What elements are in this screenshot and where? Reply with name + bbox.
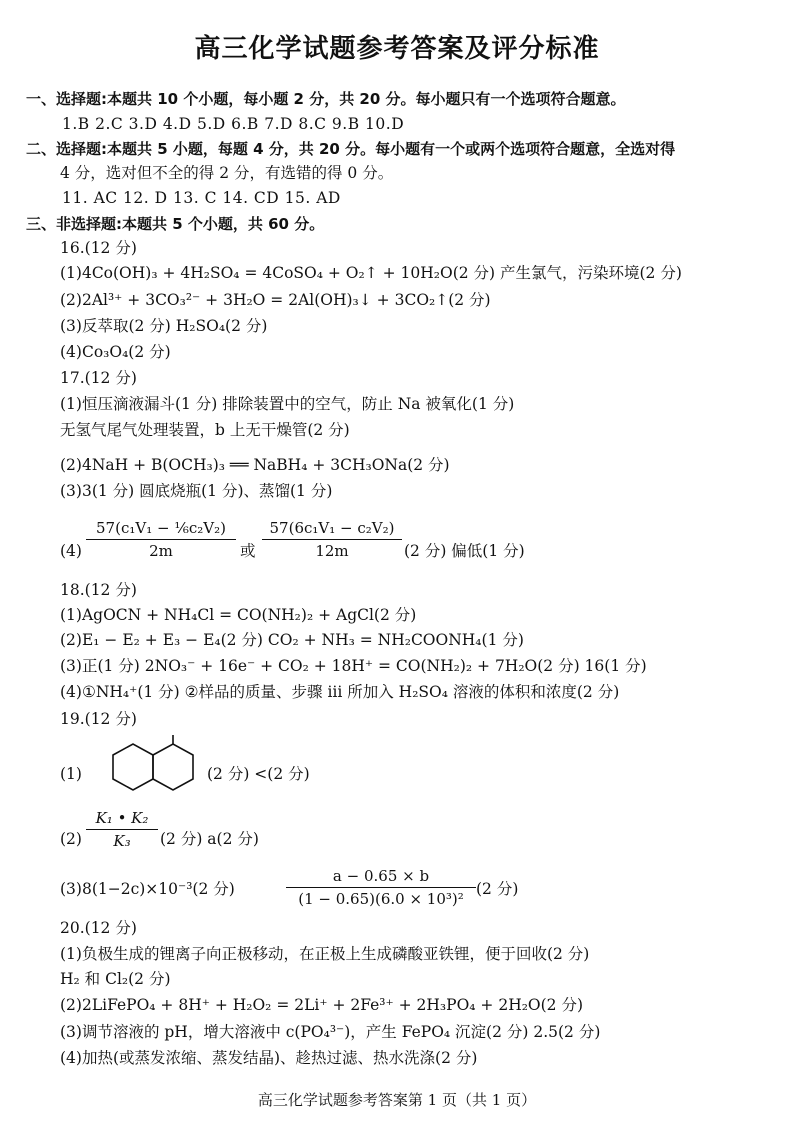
q19-part1-suffix: (2 分) <(2 分)	[207, 765, 310, 783]
q20-heading: 20.(12 分)	[60, 919, 137, 937]
q17-fraction-2-denominator: 12m	[315, 542, 349, 560]
q16-part4: (4)Co₃O₄(2 分)	[60, 343, 171, 361]
page-title: 高三化学试题参考答案及评分标准	[194, 34, 600, 64]
q18-part2: (2)E₁ − E₂ + E₃ − E₄(2 分) CO₂ + NH₃ = NH₂COONH₄(1 分)	[60, 631, 524, 649]
q19-fraction-3-denominator: (1 − 0.65)(6.0 × 10³)²	[298, 890, 464, 908]
section-1-heading: 一、选择题:本题共 10 个小题，每小题 2 分，共 20 分。每小题只有一个选项符合题意。	[26, 90, 626, 108]
q19-fraction-3	[286, 866, 476, 909]
q19-part1-prefix: (1)	[60, 765, 82, 783]
q20-part3: (3)调节溶液的 pH，增大溶液中 c(PO₄³⁻)，产生 FePO₄ 沉淀(2 分) 2.5(2 分)	[60, 1023, 601, 1041]
q19-part2-prefix: (2)	[60, 830, 82, 848]
section-1-answers: 1.B 2.C 3.D 4.D 5.D 6.B 7.D 8.C 9.B 10.D	[62, 115, 405, 133]
q18-heading: 18.(12 分)	[60, 581, 137, 599]
section-3-heading: 三、非选择题:本题共 5 个小题，共 60 分。	[26, 215, 325, 233]
q19-fraction-k-denominator: K₃	[113, 832, 131, 850]
q17-fraction-2-numerator: 57(6c₁V₁ − c₂V₂)	[269, 519, 395, 537]
q16-part1: (1)4Co(OH)₃ + 4H₂SO₄ = 4CoSO₄ + O₂↑ + 10H₂O(2 分) 产生氯气，污染环境(2 分)	[60, 264, 682, 282]
q17-fraction-1	[86, 518, 236, 561]
ring-right	[153, 744, 193, 790]
q19-part3-suffix: (2 分)	[476, 880, 519, 898]
q17-fraction-2	[262, 518, 402, 561]
ring-left	[113, 744, 153, 790]
q19-fraction-k-numerator: K₁ • K₂	[95, 809, 149, 827]
section-2-heading-cont: 4 分，选对但不全的得 2 分，有选错的得 0 分。	[60, 164, 394, 182]
q17-part2: (2)4NaH + B(OCH₃)₃ ══ NaBH₄ + 3CH₃ONa(2 分)	[60, 456, 450, 474]
q16-part2: (2)2Al³⁺ + 3CO₃²⁻ + 3H₂O = 2Al(OH)₃↓ + 3CO₂↑(2 分)	[60, 291, 491, 309]
q19-part2-suffix: (2 分) a(2 分)	[160, 830, 259, 848]
section-2-heading: 二、选择题:本题共 5 小题，每题 4 分，共 20 分。每小题有一个或两个选项符合题意，全选对得	[26, 140, 676, 158]
q17-part3: (3)3(1 分) 圆底烧瓶(1 分)、蒸馏(1 分)	[60, 482, 333, 500]
q17-or: 或	[240, 542, 256, 560]
q17-fraction-1-numerator: 57(c₁V₁ − ⅙c₂V₂)	[96, 519, 226, 537]
q19-fraction-k	[86, 808, 158, 851]
q17-part4-suffix: (2 分) 偏低(1 分)	[404, 542, 525, 560]
q20-part4: (4)加热(或蒸发浓缩、蒸发结晶)、趁热过滤、热水洗涤(2 分)	[60, 1049, 478, 1067]
q20-part1: (1)负极生成的锂离子向正极移动，在正极上生成磷酸亚铁锂，便于回收(2 分)	[60, 945, 590, 963]
q16-part3: (3)反萃取(2 分) H₂SO₄(2 分)	[60, 317, 268, 335]
q20-part1-cont: H₂ 和 Cl₂(2 分)	[60, 970, 171, 988]
q17-part4-prefix: (4)	[60, 542, 82, 560]
q19-heading: 19.(12 分)	[60, 710, 137, 728]
q17-part1-cont: 无氢气尾气处理装置，b 上无干燥管(2 分)	[60, 421, 350, 439]
decalin-methyl-structure	[93, 735, 213, 815]
q18-part1: (1)AgOCN + NH₄Cl = CO(NH₂)₂ + AgCl(2 分)	[60, 606, 417, 624]
q17-part1: (1)恒压滴液漏斗(1 分) 排除装置中的空气，防止 Na 被氧化(1 分)	[60, 395, 515, 413]
section-2-answers: 11. AC 12. D 13. C 14. CD 15. AD	[62, 189, 341, 207]
page-footer: 高三化学试题参考答案第 1 页（共 1 页）	[257, 1091, 537, 1109]
q19-part3-prefix: (3)8(1−2c)×10⁻³(2 分)	[60, 880, 235, 898]
q17-fraction-1-denominator: 2m	[149, 542, 173, 560]
q18-part3: (3)正(1 分) 2NO₃⁻ + 16e⁻ + CO₂ + 18H⁺ = CO(NH₂)₂ + 7H₂O(2 分) 16(1 分)	[60, 657, 647, 675]
q20-part2: (2)2LiFePO₄ + 8H⁺ + H₂O₂ = 2Li⁺ + 2Fe³⁺ + 2H₃PO₄ + 2H₂O(2 分)	[60, 996, 584, 1014]
q18-part4: (4)①NH₄⁺(1 分) ②样品的质量、步骤 ⅲ 所加入 H₂SO₄ 溶液的体积和浓度(2 分)	[60, 683, 620, 701]
q17-heading: 17.(12 分)	[60, 369, 137, 387]
q19-fraction-3-numerator: a − 0.65 × b	[332, 867, 430, 885]
q16-heading: 16.(12 分)	[60, 239, 137, 257]
